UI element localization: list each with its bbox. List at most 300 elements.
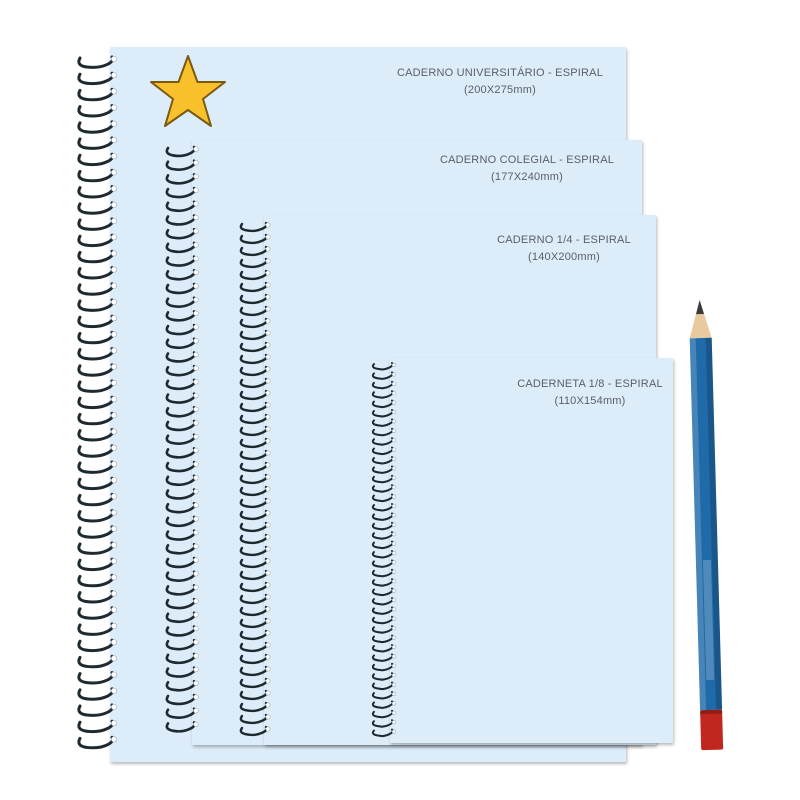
spiral-coil-front: [248, 307, 267, 315]
spiral-coil-back: [241, 284, 248, 291]
spiral-coil-front: [174, 325, 195, 334]
spiral-coil-back: [373, 402, 380, 407]
spiral-coil-front: [248, 367, 267, 375]
spiral-coil-back: [167, 312, 174, 320]
spiral-hole: [194, 201, 199, 206]
spiral-coil-front: [248, 547, 267, 555]
spiral-coil-front: [86, 478, 113, 488]
spiral-coil-back: [241, 404, 248, 411]
spiral-coil-back: [373, 458, 380, 463]
spiral-coil-front: [174, 531, 195, 540]
spiral-coil-back: [241, 524, 248, 531]
spiral-coil-back: [373, 533, 380, 538]
spiral-coil-front: [248, 715, 267, 723]
spiral-coil-back: [79, 544, 86, 553]
spiral-coil-front: [86, 689, 113, 699]
spiral-hole: [266, 367, 270, 371]
spiral-hole: [194, 503, 199, 508]
notebook-size: (110X154mm): [554, 395, 626, 407]
spiral-coil-front: [174, 257, 195, 266]
spiral-hole: [392, 645, 396, 649]
spiral-coil-front: [174, 407, 195, 416]
spiral-coil-front: [174, 435, 195, 444]
spiral-coil-front: [248, 283, 267, 291]
spiral-hole: [194, 475, 199, 480]
spiral-coil-back: [79, 674, 86, 683]
spiral-coil-back: [167, 559, 174, 567]
spiral-coil-back: [79, 576, 86, 585]
spiral-coil-front: [174, 695, 195, 704]
spiral-hole: [111, 607, 116, 612]
spiral-hole: [392, 720, 396, 724]
spiral-coil-back: [79, 495, 86, 504]
spiral-hole: [266, 523, 270, 527]
spiral-coil-front: [248, 679, 267, 687]
spiral-coil-back: [373, 702, 380, 707]
spiral-hole: [266, 283, 270, 287]
spiral-hole: [392, 673, 396, 677]
spiral-coil-front: [174, 613, 195, 622]
spiral-coil-front: [86, 316, 113, 326]
spiral-coil-back: [241, 584, 248, 591]
spiral-hole: [111, 121, 116, 126]
spiral-coil-front: [174, 380, 195, 389]
spiral-hole: [194, 448, 199, 453]
spiral-coil-front: [86, 57, 113, 67]
spiral-coil-back: [167, 463, 174, 471]
spiral-coil-front: [174, 188, 195, 197]
spiral-coil-front: [248, 259, 267, 267]
spiral-hole: [194, 338, 199, 343]
spiral-coil-front: [380, 626, 393, 632]
spiral-coil-front: [174, 174, 195, 183]
spiral-hole: [111, 510, 116, 515]
spiral-coil-front: [174, 462, 195, 471]
spiral-coil-back: [167, 477, 174, 485]
spiral-coil-back: [241, 440, 248, 447]
spiral-coil-front: [380, 730, 393, 736]
spiral-coil-front: [86, 413, 113, 423]
spiral-coil-front: [380, 617, 393, 623]
spiral-hole: [392, 589, 396, 593]
spiral-hole: [266, 559, 270, 563]
spiral-coil-front: [174, 544, 195, 553]
spiral-coil-front: [380, 607, 393, 613]
spiral-hole: [111, 89, 116, 94]
spiral-coil-back: [241, 272, 248, 279]
spiral-coil-back: [373, 693, 380, 698]
spiral-coil-back: [373, 439, 380, 444]
spiral-coil-back: [79, 528, 86, 537]
spiral-coil-back: [167, 449, 174, 457]
spiral-hole: [266, 355, 270, 359]
spiral-coil-back: [241, 260, 248, 267]
spiral-hole: [111, 283, 116, 288]
spiral-hole: [266, 607, 270, 611]
spiral-coil-back: [241, 608, 248, 615]
spiral-hole: [111, 559, 116, 564]
spiral-hole: [266, 451, 270, 455]
spiral-coil-back: [167, 518, 174, 526]
spiral-hole: [266, 595, 270, 599]
spiral-coil-back: [79, 58, 86, 67]
spiral-hole: [111, 494, 116, 499]
spiral-coil-front: [174, 394, 195, 403]
spiral-coil-front: [248, 703, 267, 711]
spiral-coil-front: [174, 640, 195, 649]
spiral-coil-front: [380, 570, 393, 576]
spiral-hole: [194, 188, 199, 193]
spiral-coil-front: [380, 401, 393, 407]
spiral-hole: [194, 325, 199, 330]
spiral-hole: [111, 299, 116, 304]
spiral-coil-back: [373, 392, 380, 397]
spiral-hole: [392, 551, 396, 555]
notebook-title: CADERNO COLEGIAL - ESPIRAL: [439, 154, 615, 166]
spiral-hole: [392, 438, 396, 442]
spiral-hole: [194, 407, 199, 412]
spiral-coil-back: [167, 614, 174, 622]
spiral-coil-back: [167, 230, 174, 238]
spiral-coil-back: [167, 162, 174, 170]
spiral-hole: [266, 307, 270, 311]
spiral-hole: [111, 640, 116, 645]
spiral-hole: [392, 401, 396, 405]
spiral-hole: [194, 558, 199, 563]
spiral-coil-front: [174, 599, 195, 608]
spiral-coil-front: [380, 372, 393, 378]
spiral-hole: [392, 373, 396, 377]
spiral-coil-back: [167, 491, 174, 499]
spiral-hole: [111, 251, 116, 256]
spiral-coil-back: [79, 301, 86, 310]
spiral-coil-front: [248, 295, 267, 303]
spiral-coil-back: [241, 416, 248, 423]
spiral-coil-back: [167, 710, 174, 718]
spiral-hole: [392, 495, 396, 499]
spiral-coil-back: [167, 504, 174, 512]
spiral-hole: [111, 332, 116, 337]
spiral-hole: [194, 270, 199, 275]
spiral-hole: [194, 352, 199, 357]
spiral-coil-front: [86, 268, 113, 278]
spiral-binding-1: [79, 56, 117, 747]
spiral-coil-back: [241, 680, 248, 687]
spiral-coil-back: [167, 271, 174, 279]
spiral-coil-front: [174, 243, 195, 252]
spiral-hole: [194, 297, 199, 302]
spiral-coil-front: [380, 410, 393, 416]
spiral-hole: [266, 235, 270, 239]
spiral-hole: [194, 571, 199, 576]
spiral-coil-front: [380, 485, 393, 491]
spiral-hole: [392, 420, 396, 424]
spiral-coil-front: [86, 575, 113, 585]
spiral-coil-front: [248, 271, 267, 279]
spiral-coil-front: [248, 403, 267, 411]
spiral-hole: [392, 485, 396, 489]
spiral-coil-front: [174, 311, 195, 320]
spiral-hole: [392, 542, 396, 546]
spiral-hole: [266, 703, 270, 707]
spiral-coil-back: [241, 692, 248, 699]
spiral-hole: [111, 316, 116, 321]
spiral-hole: [111, 461, 116, 466]
spiral-coil-front: [248, 487, 267, 495]
spiral-coil-back: [241, 380, 248, 387]
spiral-hole: [194, 599, 199, 604]
spiral-coil-front: [174, 709, 195, 718]
spiral-coil-back: [241, 344, 248, 351]
spiral-coil-front: [380, 692, 393, 698]
spiral-coil-back: [373, 655, 380, 660]
spiral-hole: [266, 391, 270, 395]
spiral-hole: [194, 695, 199, 700]
spiral-coil-front: [86, 219, 113, 229]
spiral-hole: [111, 656, 116, 661]
spiral-hole: [266, 463, 270, 467]
spiral-hole: [392, 448, 396, 452]
spiral-coil-front: [248, 343, 267, 351]
spiral-coil-back: [167, 682, 174, 690]
spiral-coil-back: [373, 486, 380, 491]
spiral-coil-back: [373, 505, 380, 510]
spiral-hole: [266, 583, 270, 587]
spiral-coil-front: [86, 559, 113, 569]
spiral-coil-front: [174, 668, 195, 677]
spiral-coil-front: [174, 421, 195, 430]
notebook-size: (200X275mm): [464, 84, 536, 96]
spiral-coil-front: [86, 721, 113, 731]
spiral-coil-front: [86, 154, 113, 164]
spiral-hole: [266, 331, 270, 335]
spiral-hole: [111, 73, 116, 78]
spiral-coil-back: [241, 296, 248, 303]
spiral-hole: [266, 427, 270, 431]
spiral-coil-back: [167, 545, 174, 553]
spiral-hole: [266, 271, 270, 275]
spiral-hole: [111, 397, 116, 402]
spiral-coil-back: [373, 543, 380, 548]
spiral-coil-back: [241, 356, 248, 363]
spiral-coil-front: [380, 683, 393, 689]
spiral-hole: [194, 626, 199, 631]
spiral-coil-front: [380, 673, 393, 679]
spiral-coil-back: [373, 646, 380, 651]
spiral-coil-back: [167, 148, 174, 156]
spiral-hole: [111, 591, 116, 596]
spiral-coil-front: [86, 73, 113, 83]
spiral-coil-back: [167, 641, 174, 649]
spiral-coil-back: [79, 398, 86, 407]
spiral-coil-back: [79, 625, 86, 634]
spiral-coil-back: [373, 514, 380, 519]
spiral-hole: [111, 575, 116, 580]
spiral-coil-front: [174, 339, 195, 348]
spiral-coil-front: [248, 355, 267, 363]
spiral-coil-back: [373, 712, 380, 717]
spiral-coil-back: [79, 139, 86, 148]
spiral-hole: [111, 235, 116, 240]
spiral-coil-front: [248, 331, 267, 339]
spiral-coil-back: [79, 90, 86, 99]
spiral-coil-front: [248, 559, 267, 567]
spiral-coil-front: [174, 681, 195, 690]
spiral-coil-back: [79, 641, 86, 650]
spiral-hole: [194, 462, 199, 467]
spiral-coil-back: [79, 366, 86, 375]
spiral-coil-back: [373, 674, 380, 679]
spiral-coil-front: [174, 517, 195, 526]
spiral-coil-back: [167, 354, 174, 362]
spiral-coil-front: [248, 595, 267, 603]
spiral-coil-front: [248, 691, 267, 699]
spiral-coil-front: [248, 535, 267, 543]
spiral-hole: [392, 410, 396, 414]
spiral-hole: [194, 530, 199, 535]
spiral-coil-front: [380, 532, 393, 538]
spiral-coil-front: [380, 720, 393, 726]
spiral-coil-back: [373, 477, 380, 482]
spiral-coil-front: [380, 382, 393, 388]
spiral-coil-front: [380, 598, 393, 604]
spiral-hole: [266, 679, 270, 683]
spiral-coil-front: [86, 430, 113, 440]
spiral-coil-back: [373, 731, 380, 736]
spiral-coil-back: [79, 220, 86, 229]
spiral-coil-front: [174, 284, 195, 293]
spiral-hole: [266, 259, 270, 263]
spiral-coil-front: [380, 438, 393, 444]
spiral-coil-back: [241, 332, 248, 339]
spiral-hole: [266, 571, 270, 575]
spiral-coil-back: [241, 536, 248, 543]
spiral-coil-back: [373, 721, 380, 726]
spiral-coil-front: [86, 608, 113, 618]
spiral-coil-front: [86, 332, 113, 342]
spiral-coil-back: [373, 496, 380, 501]
spiral-hole: [392, 626, 396, 630]
spiral-coil-back: [79, 269, 86, 278]
spiral-coil-back: [79, 252, 86, 261]
spiral-coil-front: [248, 571, 267, 579]
spiral-coil-back: [167, 586, 174, 594]
spiral-coil-front: [86, 511, 113, 521]
spiral-coil-back: [167, 600, 174, 608]
spiral-hole: [111, 721, 116, 726]
spiral-hole: [392, 608, 396, 612]
spiral-coil-back: [373, 608, 380, 613]
spiral-coil-back: [373, 383, 380, 388]
spiral-coil-front: [380, 448, 393, 454]
spiral-coil-front: [174, 503, 195, 512]
spiral-hole: [194, 434, 199, 439]
spiral-coil-back: [167, 422, 174, 430]
spiral-coil-back: [167, 696, 174, 704]
spiral-hole: [194, 585, 199, 590]
spiral-hole: [392, 664, 396, 668]
spiral-hole: [266, 439, 270, 443]
spiral-coil-back: [167, 381, 174, 389]
spiral-coil-front: [248, 379, 267, 387]
spiral-coil-back: [241, 452, 248, 459]
spiral-coil-back: [241, 632, 248, 639]
spiral-hole: [111, 672, 116, 677]
spiral-coil-back: [79, 350, 86, 359]
spiral-coil-front: [86, 446, 113, 456]
spiral-hole: [194, 243, 199, 248]
spiral-coil-front: [174, 627, 195, 636]
spiral-hole: [194, 147, 199, 152]
spiral-hole: [111, 704, 116, 709]
spiral-coil-front: [380, 523, 393, 529]
spiral-coil-front: [174, 558, 195, 567]
spiral-coil-front: [380, 654, 393, 660]
spiral-coil-back: [373, 580, 380, 585]
spiral-hole: [392, 467, 396, 471]
spiral-coil-front: [86, 106, 113, 116]
spiral-coil-front: [380, 589, 393, 595]
spiral-hole: [392, 636, 396, 640]
spiral-coil-front: [86, 251, 113, 261]
spiral-coil-back: [79, 479, 86, 488]
spiral-coil-back: [241, 476, 248, 483]
spiral-coil-front: [174, 147, 195, 156]
notebook-title: CADERNO UNIVERSITÁRIO - ESPIRAL: [396, 67, 604, 79]
spiral-coil-back: [79, 236, 86, 245]
spiral-hole: [266, 535, 270, 539]
spiral-coil-back: [373, 552, 380, 557]
spiral-coil-front: [380, 579, 393, 585]
spiral-hole: [266, 379, 270, 383]
spiral-hole: [392, 504, 396, 508]
spiral-coil-front: [174, 448, 195, 457]
spiral-hole: [194, 612, 199, 617]
spiral-hole: [266, 343, 270, 347]
spiral-coil-back: [241, 644, 248, 651]
spiral-coil-back: [167, 669, 174, 677]
spiral-coil-back: [167, 408, 174, 416]
spiral-coil-back: [241, 320, 248, 327]
spiral-binding-2: [167, 147, 198, 732]
spiral-coil-back: [373, 467, 380, 472]
spiral-hole: [194, 380, 199, 385]
spiral-coil-back: [79, 593, 86, 602]
spiral-coil-back: [241, 308, 248, 315]
spiral-coil-back: [241, 596, 248, 603]
spiral-coil-back: [167, 436, 174, 444]
spiral-coil-back: [79, 431, 86, 440]
spiral-hole: [392, 617, 396, 621]
spiral-hole: [392, 692, 396, 696]
spiral-hole: [194, 517, 199, 522]
pencil-icon: [675, 298, 735, 758]
spiral-coil-front: [86, 89, 113, 99]
spiral-coil-front: [380, 542, 393, 548]
spiral-coil-front: [86, 656, 113, 666]
spiral-hole: [194, 489, 199, 494]
spiral-hole: [392, 514, 396, 518]
spiral-hole: [392, 683, 396, 687]
spiral-coil-back: [241, 704, 248, 711]
spiral-coil-front: [86, 397, 113, 407]
spiral-hole: [266, 319, 270, 323]
spiral-coil-front: [174, 353, 195, 362]
spiral-coil-front: [248, 667, 267, 675]
spiral-hole: [392, 570, 396, 574]
spiral-hole: [111, 348, 116, 353]
spiral-coil-back: [241, 488, 248, 495]
